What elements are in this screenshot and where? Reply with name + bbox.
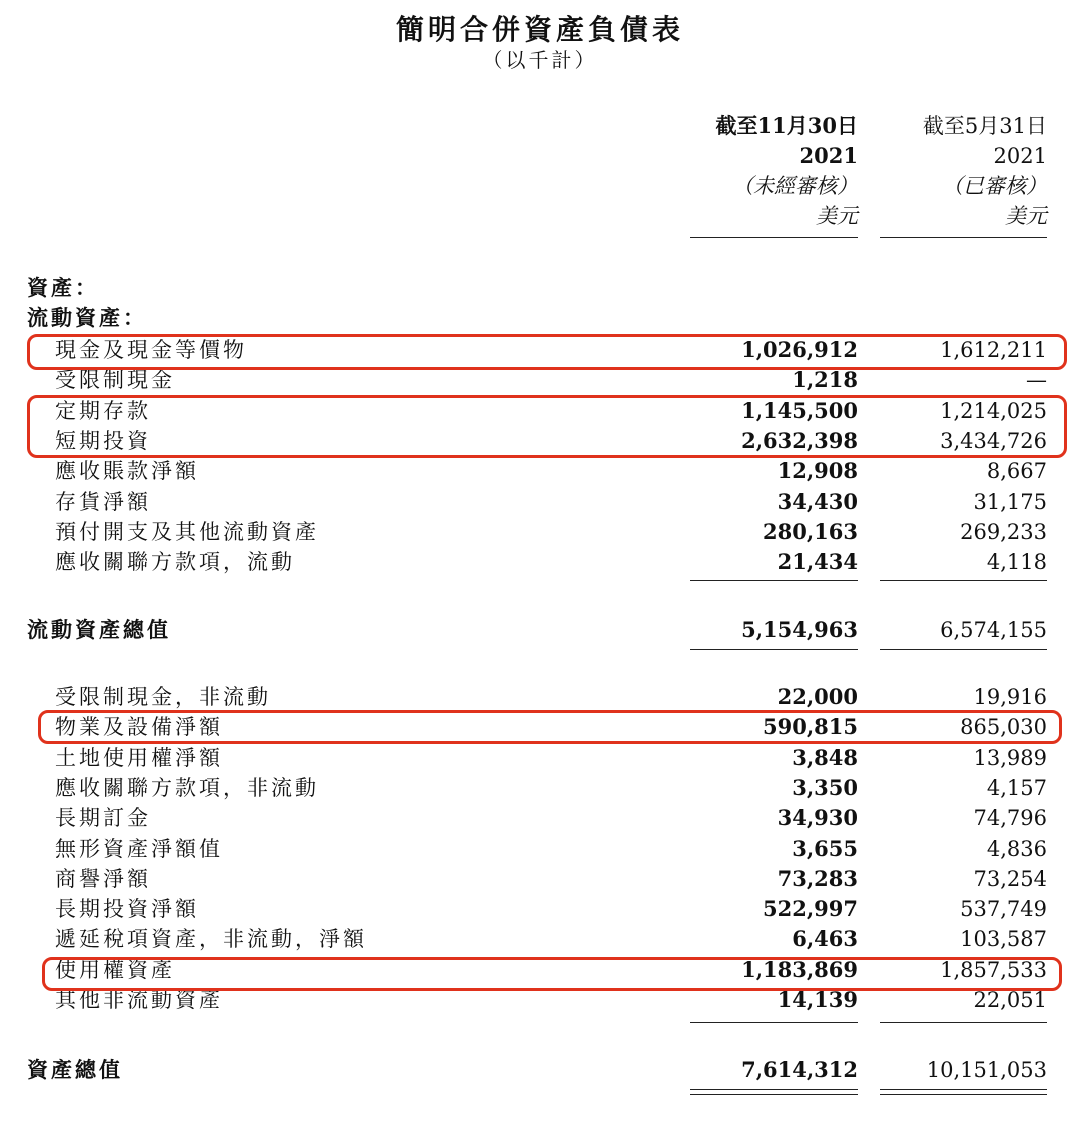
value-current: 1,145,500: [741, 397, 858, 423]
column-unit: 美元: [1005, 204, 1047, 228]
value-prior: 865,030: [960, 715, 1047, 740]
row-label: 存貨淨額: [55, 489, 151, 514]
value-current: 1,183,869: [741, 956, 858, 982]
column-audit-status: （已審核）: [942, 174, 1047, 198]
double-rule: [690, 1094, 858, 1095]
value-prior: 4,118: [986, 550, 1047, 575]
grand-total-row: [0, 1055, 1080, 1085]
section-heading: [0, 273, 1080, 303]
value-current: 5,154,963: [741, 617, 858, 642]
value-prior: 537,749: [960, 897, 1047, 922]
value-prior: 3,434,726: [940, 428, 1047, 453]
current-assets-heading: 流動資產：: [27, 306, 147, 330]
line-item-row: [0, 682, 1080, 712]
value-current: 14,139: [777, 987, 858, 1012]
line-item-row: [0, 517, 1080, 547]
value-current: 34,930: [777, 805, 858, 831]
total-rule: [880, 649, 1047, 650]
line-item-row: [0, 547, 1080, 577]
line-item-row: [0, 924, 1080, 954]
highlight-box: [27, 395, 1067, 458]
line-item-row: [0, 743, 1080, 773]
value-prior: 73,254: [973, 866, 1047, 891]
value-prior: 8,667: [986, 459, 1047, 484]
row-label: 長期投資淨額: [55, 897, 199, 922]
value-current: 522,997: [763, 896, 858, 922]
column-audit-status: （未經審核）: [732, 174, 858, 198]
value-prior: 22,051: [973, 988, 1047, 1012]
highlight-box: [27, 334, 1067, 370]
row-label: 應收關聯方款項，流動: [55, 550, 295, 575]
row-label: 其他非流動資產: [55, 988, 223, 1012]
column-year: 2021: [799, 143, 858, 168]
row-label: 受限制現金: [55, 368, 175, 393]
current-total-row: [0, 615, 1080, 645]
value-current: 7,614,312: [741, 1057, 858, 1082]
value-prior: 1,857,533: [940, 957, 1047, 982]
value-current: 1,026,912: [741, 337, 858, 362]
line-item-row: [0, 456, 1080, 486]
column-year: 2021: [993, 144, 1047, 168]
value-prior: 1,214,025: [940, 398, 1047, 423]
value-prior: 13,989: [973, 745, 1047, 770]
value-current: 280,163: [763, 518, 858, 544]
highlight-box: [38, 710, 1062, 744]
row-label: 土地使用權淨額: [55, 745, 223, 770]
value-prior: 74,796: [973, 806, 1047, 831]
double-rule: [880, 1094, 1047, 1095]
value-prior: 10,151,053: [926, 1058, 1047, 1082]
value-prior: 6,574,155: [940, 618, 1047, 642]
value-prior: 4,157: [986, 775, 1047, 800]
column-date: 截至11月30日: [715, 113, 858, 138]
row-label: 長期訂金: [55, 806, 151, 831]
line-item-row: [0, 864, 1080, 894]
value-current: 34,430: [777, 488, 858, 514]
statement-title: 簡明合併資產負債表: [395, 13, 684, 46]
row-label: 遞延稅項資產，非流動，淨額: [55, 927, 367, 952]
subtotal-rule: [690, 580, 858, 581]
value-current: 12,908: [777, 458, 858, 484]
subtotal-rule: [880, 1022, 1047, 1023]
row-label: 應收關聯方款項，非流動: [55, 775, 319, 800]
value-current: 6,463: [792, 926, 858, 952]
double-rule: [880, 1089, 1047, 1090]
value-current: 3,848: [792, 744, 858, 770]
value-prior: 19,916: [973, 685, 1047, 709]
line-item-row: [0, 773, 1080, 803]
value-current: 1,218: [792, 367, 858, 393]
column-header-prior: [880, 111, 1047, 231]
row-label: 無形資產淨額值: [55, 836, 223, 861]
subtotal-rule: [690, 1022, 858, 1023]
double-rule: [690, 1089, 858, 1090]
row-label: 預付開支及其他流動資產: [55, 519, 319, 544]
statement-subtitle: （以千計）: [482, 48, 598, 72]
row-label: 應收賬款淨額: [55, 459, 199, 484]
line-item-row: [0, 834, 1080, 864]
header-rule: [880, 237, 1047, 238]
row-label: 短期投資: [55, 428, 151, 453]
line-item-row: [0, 803, 1080, 833]
row-label: 使用權資產: [55, 957, 175, 982]
value-prior: 1,612,211: [940, 338, 1047, 362]
row-label: 物業及設備淨額: [55, 715, 223, 740]
value-prior: 269,233: [960, 519, 1047, 544]
value-prior: —: [1026, 368, 1047, 393]
header-rule: [690, 237, 858, 238]
value-current: 73,283: [777, 865, 858, 891]
value-prior: 4,836: [986, 836, 1047, 861]
value-current: 3,655: [792, 835, 858, 861]
row-label: 現金及現金等價物: [55, 338, 247, 362]
assets-heading: 資產：: [27, 276, 99, 300]
subtotal-rule: [880, 580, 1047, 581]
highlight-box: [42, 957, 1062, 991]
line-item-row: [0, 487, 1080, 517]
row-label: 流動資產總值: [27, 618, 171, 642]
row-label: 定期存款: [55, 398, 151, 423]
section-heading: [0, 303, 1080, 333]
column-unit: 美元: [816, 204, 858, 228]
row-label: 受限制現金，非流動: [55, 685, 271, 709]
column-date: 截至5月31日: [922, 114, 1047, 138]
row-label: 資產總值: [27, 1058, 123, 1082]
value-prior: 31,175: [973, 489, 1047, 514]
line-item-row: [0, 894, 1080, 924]
row-label: 商譽淨額: [55, 866, 151, 891]
value-prior: 103,587: [960, 927, 1047, 952]
value-current: 2,632,398: [741, 427, 858, 453]
value-current: 22,000: [777, 684, 858, 709]
value-current: 590,815: [763, 714, 858, 740]
value-current: 3,350: [792, 774, 858, 800]
total-rule: [690, 649, 858, 650]
column-header-current: [690, 111, 858, 231]
value-current: 21,434: [777, 549, 858, 575]
